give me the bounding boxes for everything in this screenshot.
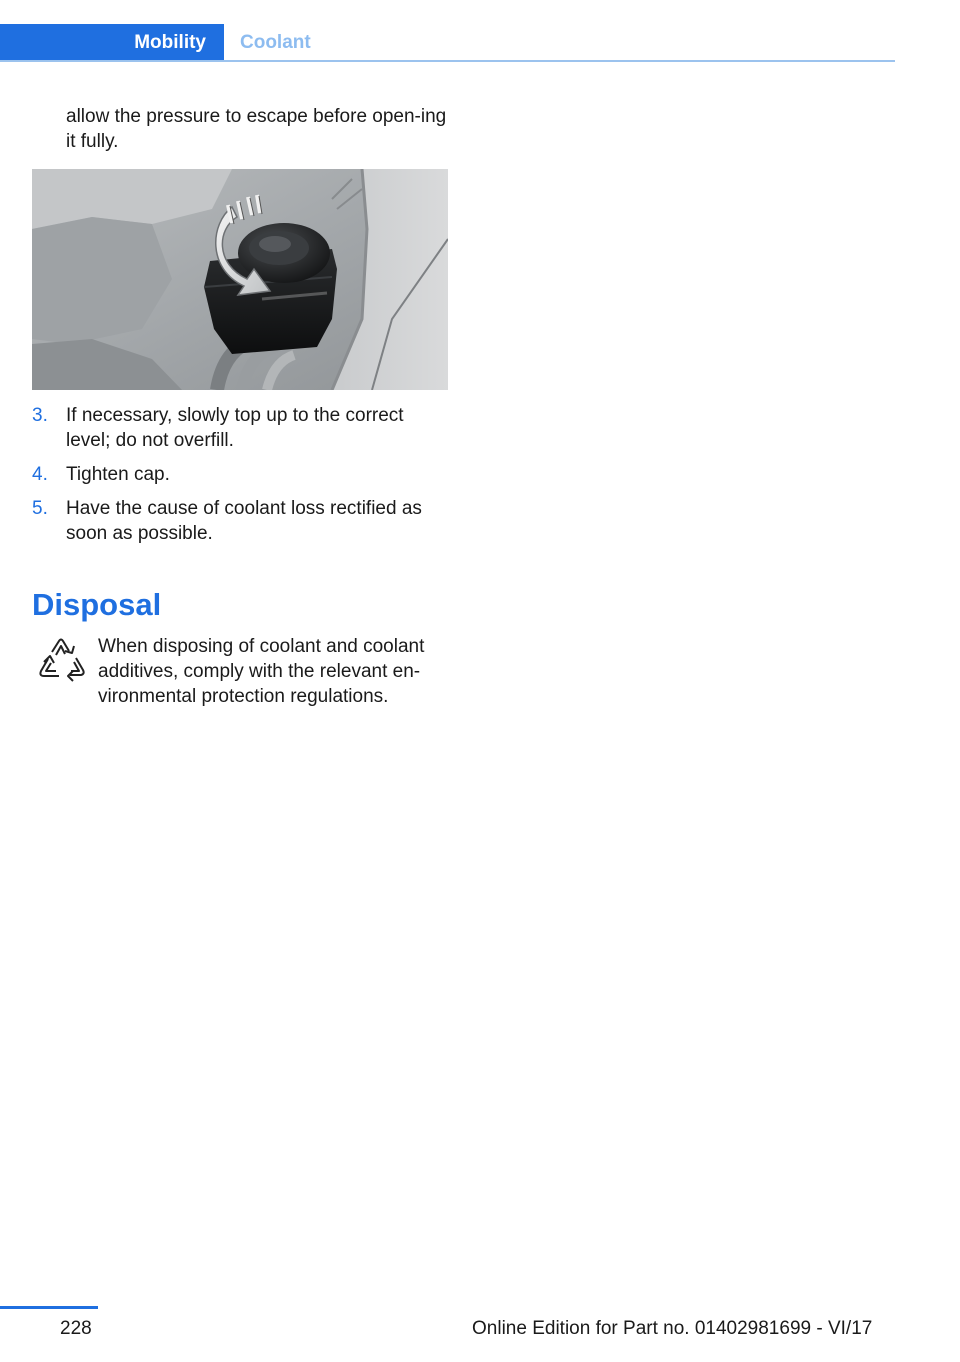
- list-item: [32, 462, 452, 487]
- section-title-disposal: Disposal: [32, 587, 162, 622]
- edition-info: Online Edition for Part no. 01402981699 - VI/17: [472, 1318, 873, 1339]
- step-number: 4.: [32, 464, 48, 485]
- step-number: 5.: [32, 498, 48, 519]
- page-header: [0, 24, 895, 62]
- disposal-text: When disposing of coolant and coolant additives, comply with the relevant en‐vironmental protection regulations.: [98, 636, 425, 707]
- step-text: If necessary, slowly top up to the correct level; do not overfill.: [66, 405, 404, 451]
- tab-coolant[interactable]: Coolant: [240, 32, 311, 53]
- header-rule: [0, 60, 895, 62]
- steps-list: [32, 403, 452, 555]
- step-number: 3.: [32, 405, 48, 426]
- page-number: 228: [60, 1318, 92, 1339]
- tab-mobility[interactable]: Mobility: [0, 24, 224, 62]
- coolant-reservoir-cap-illustration: [32, 169, 448, 390]
- disposal-note: [32, 634, 452, 714]
- step-text: Tighten cap.: [66, 464, 170, 485]
- coolant-reservoir-figure: [32, 169, 448, 390]
- footer-rule: [0, 1306, 98, 1309]
- list-item: [32, 496, 452, 546]
- intro-text: allow the pressure to escape before open‐ing it fully.: [66, 106, 447, 152]
- step-text: Have the cause of coolant loss rectified as soon as possible.: [66, 498, 422, 544]
- recycle-icon: [32, 634, 90, 694]
- list-item: [32, 403, 452, 453]
